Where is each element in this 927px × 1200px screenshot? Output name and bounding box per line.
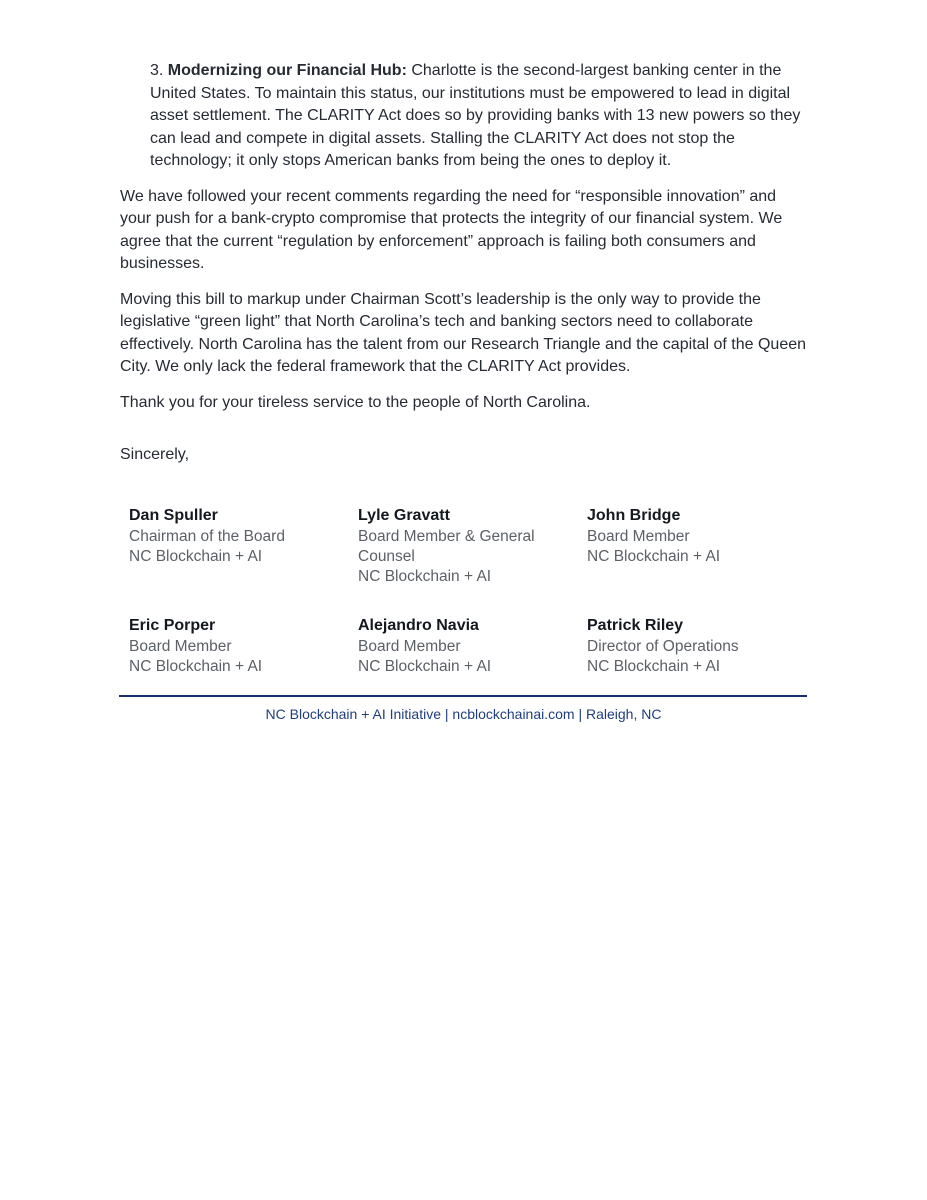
signatory-name: Patrick Riley — [587, 616, 684, 634]
signatory-title: Director of Operations — [587, 637, 739, 655]
footer-divider — [119, 695, 807, 697]
signatory-card — [129, 615, 358, 677]
body-paragraph-2: Moving this bill to markup under Chairman Scott’s leadership is the only way to provide the legislative “green light” that North Carolina’s tech and banking sectors need to collaborate effectively. North Carolina has the talent from our Research Triangle and the capital of the Queen City. We only lack the federal framework that the CLARITY Act provides. — [120, 290, 807, 375]
footer-org-info: NC Blockchain + AI Initiative | ncblockchainai.com | Raleigh, NC — [265, 705, 662, 722]
list-item-bold-lead: Modernizing our Financial Hub: — [167, 62, 407, 79]
signatory-name: Dan Spuller — [129, 506, 218, 524]
body-paragraph-3: Thank you for your tireless service to the people of North Carolina. — [120, 393, 591, 411]
signatory-org: NC Blockchain + AI — [358, 657, 492, 675]
body-paragraph-1: We have followed your recent comments regarding the need for “responsible innovation” and your push for a bank-crypto compromise that protects the integrity of our financial system. We agree that the current “regulation by enforcement” approach is failing both consumers and businesses. — [120, 187, 783, 272]
signatory-name: Eric Porper — [129, 616, 216, 634]
letter-content — [120, 0, 807, 723]
signature-block — [129, 505, 807, 677]
signatory-card — [587, 505, 816, 587]
closing-salutation: Sincerely, — [120, 446, 190, 463]
signatory-org: NC Blockchain + AI — [358, 567, 492, 585]
signatory-title: Board Member & General Counsel — [358, 527, 535, 565]
signatory-title: Board Member — [358, 637, 461, 655]
signatory-org: NC Blockchain + AI — [587, 547, 721, 565]
signatory-name: Alejandro Navia — [358, 616, 479, 634]
signatory-org: NC Blockchain + AI — [129, 547, 263, 565]
signatory-card — [358, 615, 587, 677]
signatory-org: NC Blockchain + AI — [587, 657, 721, 675]
signatory-card — [358, 505, 587, 587]
list-item-body-text: Charlotte is the second-largest banking center in the United States. To maintain this status, our institutions must be empowered to lead in digital asset settlement. The CLARITY Act does so by providing banks with 13 new powers so they can lead and compete in digital assets. Stalling the CLARITY Act does not stop the technology; it only stops American banks from being the ones to deploy it. — [150, 62, 801, 169]
signatory-name: Lyle Gravatt — [358, 506, 450, 524]
list-item-number: 3. — [150, 62, 168, 79]
signatory-name: John Bridge — [587, 506, 681, 524]
signatory-title: Board Member — [587, 527, 690, 545]
numbered-list-item-3 — [150, 60, 807, 173]
signatory-title: Board Member — [129, 637, 232, 655]
signatory-card — [129, 505, 358, 587]
signatory-org: NC Blockchain + AI — [129, 657, 263, 675]
signatory-title: Chairman of the Board — [129, 527, 285, 545]
signatory-card — [587, 615, 816, 677]
